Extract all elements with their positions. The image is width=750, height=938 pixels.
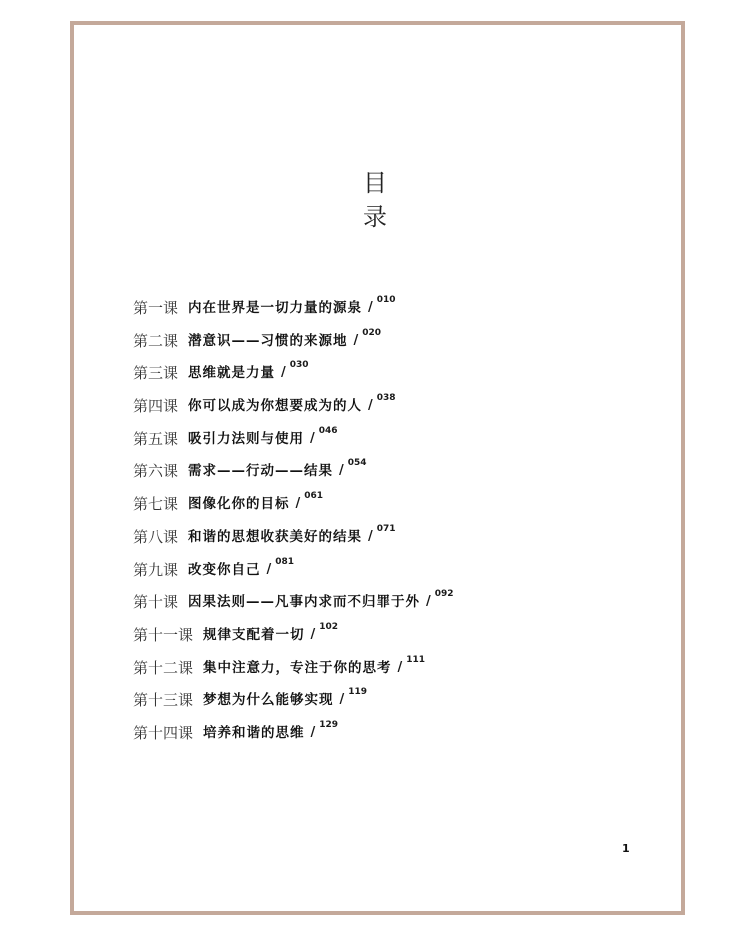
- toc-separator: /: [310, 430, 315, 446]
- toc-entry[interactable]: [133, 458, 573, 494]
- toc-lesson-label: 第十一课: [133, 625, 194, 644]
- toc-lesson-label: 第九课: [133, 560, 179, 579]
- toc-separator: /: [368, 398, 373, 414]
- toc-lesson-label: 第三课: [133, 364, 179, 383]
- toc-separator: /: [353, 332, 359, 348]
- toc-entry[interactable]: [133, 687, 573, 723]
- toc-entry[interactable]: [133, 621, 573, 658]
- toc-page-number: 081: [275, 556, 295, 567]
- toc-entry[interactable]: [133, 523, 573, 560]
- toc-topic: 思维就是力量: [188, 365, 276, 382]
- toc-separator: /: [368, 528, 373, 544]
- toc-page-number: 061: [304, 491, 324, 502]
- toc-page-number: 119: [348, 687, 368, 698]
- table-of-contents: [133, 295, 573, 756]
- toc-page-number: 111: [406, 654, 426, 665]
- toc-entry[interactable]: [133, 360, 573, 396]
- toc-title-line2: 录: [363, 203, 387, 231]
- toc-page-number: 038: [376, 393, 396, 404]
- toc-separator: /: [397, 659, 403, 675]
- toc-topic: 你可以成为你想要成为的人: [188, 398, 363, 415]
- toc-page-number: 129: [319, 719, 339, 730]
- toc-topic: 改变你自己: [188, 561, 261, 578]
- toc-topic: 潜意识——习惯的来源地: [188, 332, 348, 349]
- toc-lesson-label: 第十三课: [133, 691, 194, 710]
- toc-entry[interactable]: [133, 327, 573, 364]
- toc-page-number: 020: [362, 327, 382, 338]
- toc-separator: /: [310, 724, 316, 740]
- toc-entry[interactable]: [133, 556, 573, 593]
- toc-lesson-label: 第七课: [133, 495, 179, 514]
- toc-page-number: 071: [376, 523, 396, 534]
- toc-separator: /: [339, 463, 344, 479]
- toc-title: [0, 166, 750, 234]
- toc-page-number: 102: [319, 621, 339, 632]
- toc-topic: 因果法则——凡事内求而不归罪于外: [188, 594, 421, 611]
- toc-page-number: 046: [318, 425, 338, 436]
- toc-lesson-label: 第十课: [133, 593, 179, 612]
- toc-entry[interactable]: [133, 589, 573, 625]
- toc-lesson-label: 第二课: [133, 331, 179, 350]
- toc-separator: /: [281, 365, 286, 381]
- toc-topic: 梦想为什么能够实现: [203, 692, 334, 709]
- toc-topic: 和谐的思想收获美好的结果: [188, 528, 363, 545]
- toc-lesson-label: 第十四课: [133, 723, 194, 742]
- toc-topic: 图像化你的目标: [188, 496, 290, 513]
- toc-separator: /: [426, 594, 431, 610]
- toc-page-number: 092: [434, 589, 454, 600]
- toc-title-line1: 目: [363, 169, 387, 197]
- toc-entry[interactable]: [133, 491, 573, 527]
- toc-entry[interactable]: [133, 295, 573, 331]
- toc-separator: /: [295, 496, 301, 512]
- toc-lesson-label: 第一课: [133, 299, 179, 317]
- toc-entry[interactable]: [133, 719, 573, 756]
- toc-topic: 需求——行动——结果: [188, 463, 334, 480]
- toc-lesson-label: 第六课: [133, 462, 179, 481]
- toc-topic: 规律支配着一切: [203, 626, 305, 643]
- toc-topic: 内在世界是一切力量的源泉: [188, 300, 363, 316]
- toc-lesson-label: 第十二课: [133, 658, 194, 677]
- toc-lesson-label: 第四课: [133, 397, 179, 416]
- toc-lesson-label: 第五课: [133, 429, 179, 448]
- toc-topic: 培养和谐的思维: [203, 724, 305, 741]
- toc-page-number: 054: [347, 458, 367, 469]
- toc-separator: /: [339, 692, 345, 708]
- toc-page-number: 030: [289, 360, 309, 371]
- toc-entry[interactable]: [133, 393, 573, 429]
- page-number: 1: [622, 842, 630, 855]
- toc-topic: 集中注意力，专注于你的思考: [203, 659, 392, 676]
- toc-separator: /: [368, 300, 373, 315]
- toc-separator: /: [310, 626, 316, 642]
- toc-topic: 吸引力法则与使用: [188, 430, 305, 447]
- toc-lesson-label: 第八课: [133, 527, 179, 546]
- toc-separator: /: [266, 561, 272, 577]
- toc-page-number: 010: [376, 295, 396, 305]
